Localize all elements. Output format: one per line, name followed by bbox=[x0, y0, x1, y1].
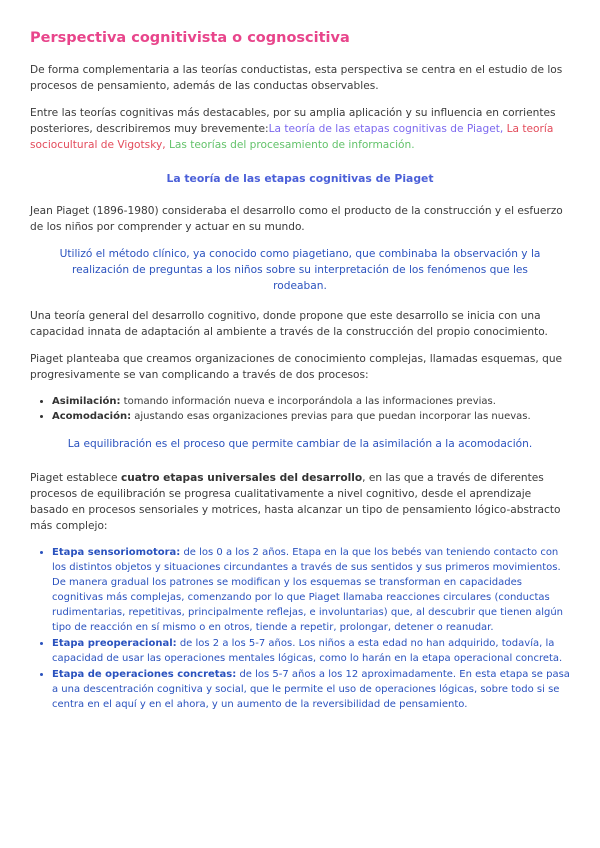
stage-desc: de los 5-7 años a los 12 aproximadamente. En esta etapa se pasa a una descentración cognitiva y social, que le permite el uso de operaciones lógicas, sobre todo si se centra en el aquí y en el ahora, y un aumento de la reversibilidad de pensamiento. bbox=[52, 669, 570, 710]
process-desc: ajustando esas organizaciones previas para que puedan incorporar las nuevas. bbox=[131, 411, 531, 422]
stages-intro-post: , en las que a través de diferentes procesos de equilibración se progresa cualitativamente a nivel cognitivo, desde el aprendizaje basado en procesos sensoriales y motrices, hasta alcanzar un tipo de pensamiento lógico-abstracto más complejo: bbox=[30, 472, 561, 532]
stages-intro-pre: Piaget establece bbox=[30, 472, 121, 484]
intro-paragraph-2 bbox=[30, 105, 570, 153]
intro-paragraph-2-text: Entre las teorías cognitivas más destacables, por su amplia aplicación y su influencia en corrientes posteriores, describiremos muy brevemente: bbox=[30, 107, 556, 135]
processes-list bbox=[30, 394, 570, 424]
link-information-processing[interactable]: Las teorías del procesamiento de información. bbox=[168, 139, 415, 151]
intro-paragraph-1: De forma complementaria a las teorías conductistas, esta perspectiva se centra en el estudio de los procesos de pensamiento, además de las conductas observables. bbox=[30, 64, 563, 92]
stages-intro-paragraph bbox=[30, 470, 570, 534]
process-desc: tomando información nueva e incorporándola a las informaciones previas. bbox=[120, 396, 496, 407]
stage-term: Etapa de operaciones concretas: bbox=[52, 669, 237, 680]
stage-desc: de los 0 a los 2 años. Etapa en la que los bebés van teniendo contacto con los distintos objetos y situaciones circundantes a través de sus sentidos y sus primeros movimientos. De manera gradual los patrones se modifican y los esquemas se transforman en capacidades cognitivas más complejas, comenzando por lo que Piaget llamaba reacciones circulares (conductas rudimentarias, repetitivas, principalmente reflejas, e involuntarias) que, al descubrir que tienen algún tipo de reacción en sí mismo o en otros, tiende a repetir, prolongar, detener o reanudar. bbox=[52, 547, 564, 633]
stages-intro-bold: cuatro etapas universales del desarrollo bbox=[120, 472, 363, 484]
list-item bbox=[52, 409, 570, 424]
list-item bbox=[52, 394, 570, 409]
list-item bbox=[52, 667, 570, 712]
page-title: Perspectiva cognitivista o cognoscitiva bbox=[30, 30, 350, 46]
piaget-paragraph-2: Una teoría general del desarrollo cognitivo, donde propone que este desarrollo se inicia con una capacidad innata de adaptación al ambiente a través de la construcción del propio conocimiento. bbox=[30, 310, 548, 338]
highlight-quote-1: Utilizó el método clínico, ya conocido como piagetiano, que combinaba la observación y la realización de preguntas a los niños sobre su interpretación de los fenómenos que les rodeaban. bbox=[59, 248, 541, 292]
highlight-quote-2: La equilibración es el proceso que permite cambiar de la asimilación a la acomodación. bbox=[67, 438, 533, 450]
stage-term: Etapa preoperacional: bbox=[52, 638, 177, 649]
list-item bbox=[52, 545, 570, 635]
link-vigotsky-theory[interactable]: La teoría sociocultural de Vigotsky, bbox=[30, 123, 554, 151]
process-term: Asimilación: bbox=[52, 396, 121, 407]
stage-desc: de los 2 a los 5-7 años. Los niños a esta edad no han adquirido, todavía, la capacidad de usar las operaciones mentales lógicas, como lo harán en la etapa operacional concreta. bbox=[52, 638, 563, 664]
link-piaget-theory[interactable]: La teoría de las etapas cognitivas de Piaget, bbox=[268, 123, 504, 135]
process-term: Acomodación: bbox=[52, 411, 132, 422]
list-item bbox=[52, 636, 570, 666]
piaget-paragraph-3: Piaget planteaba que creamos organizaciones de conocimiento complejas, llamadas esquemas, que progresivamente se van complicando a través de dos procesos: bbox=[30, 353, 563, 381]
stage-term: Etapa sensoriomotora: bbox=[52, 547, 181, 558]
stages-list bbox=[30, 545, 570, 712]
piaget-paragraph-1: Jean Piaget (1896-1980) consideraba el desarrollo como el producto de la construcción y el esfuerzo de los niños por comprender y actuar en su mundo. bbox=[30, 205, 563, 233]
section-heading: La teoría de las etapas cognitivas de Piaget bbox=[166, 172, 434, 185]
